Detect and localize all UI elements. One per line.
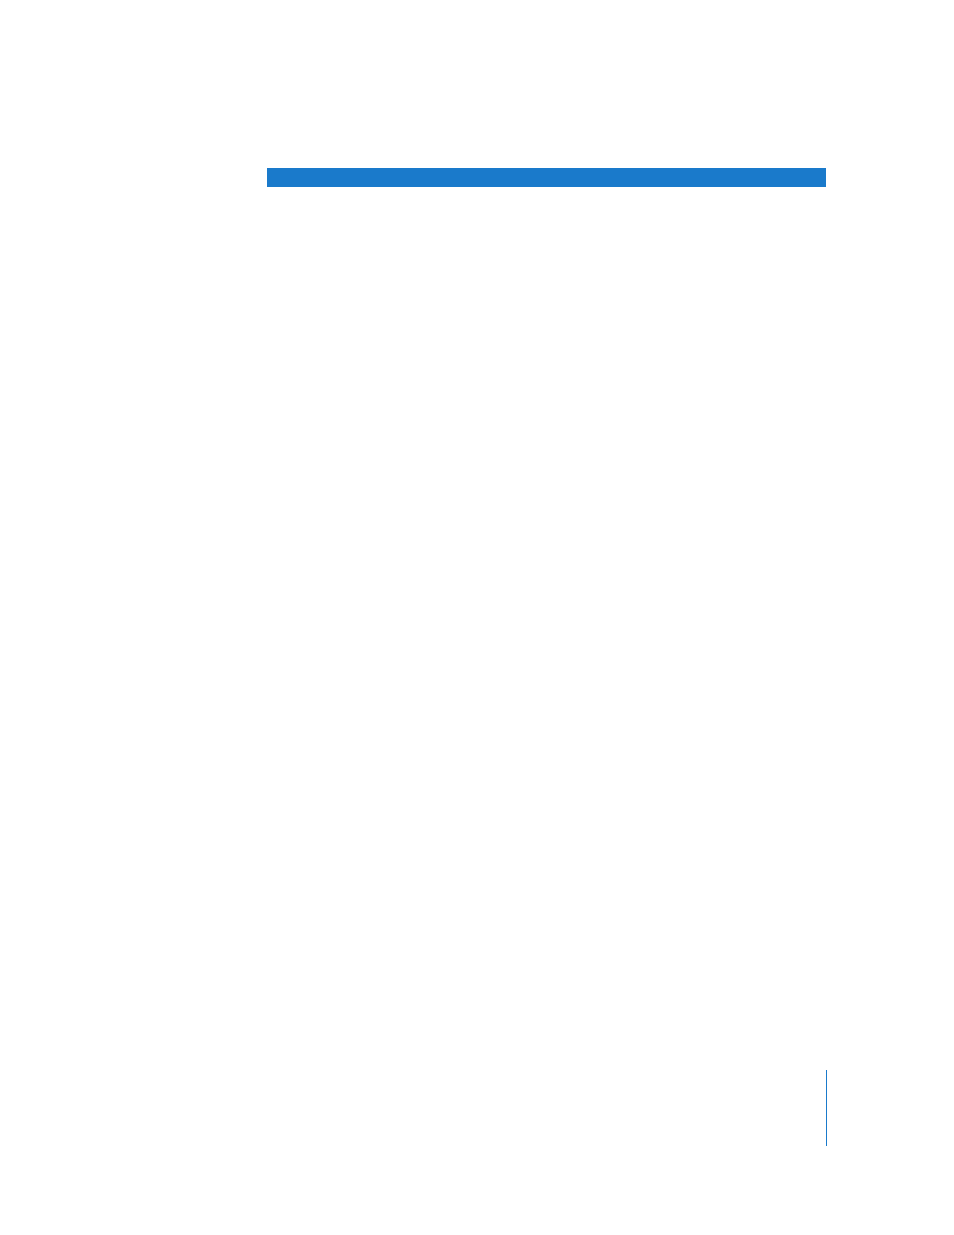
table-header <box>267 168 826 187</box>
shortcut-table <box>267 168 826 187</box>
page-footer <box>270 1073 280 1087</box>
footer-divider <box>826 1070 827 1146</box>
